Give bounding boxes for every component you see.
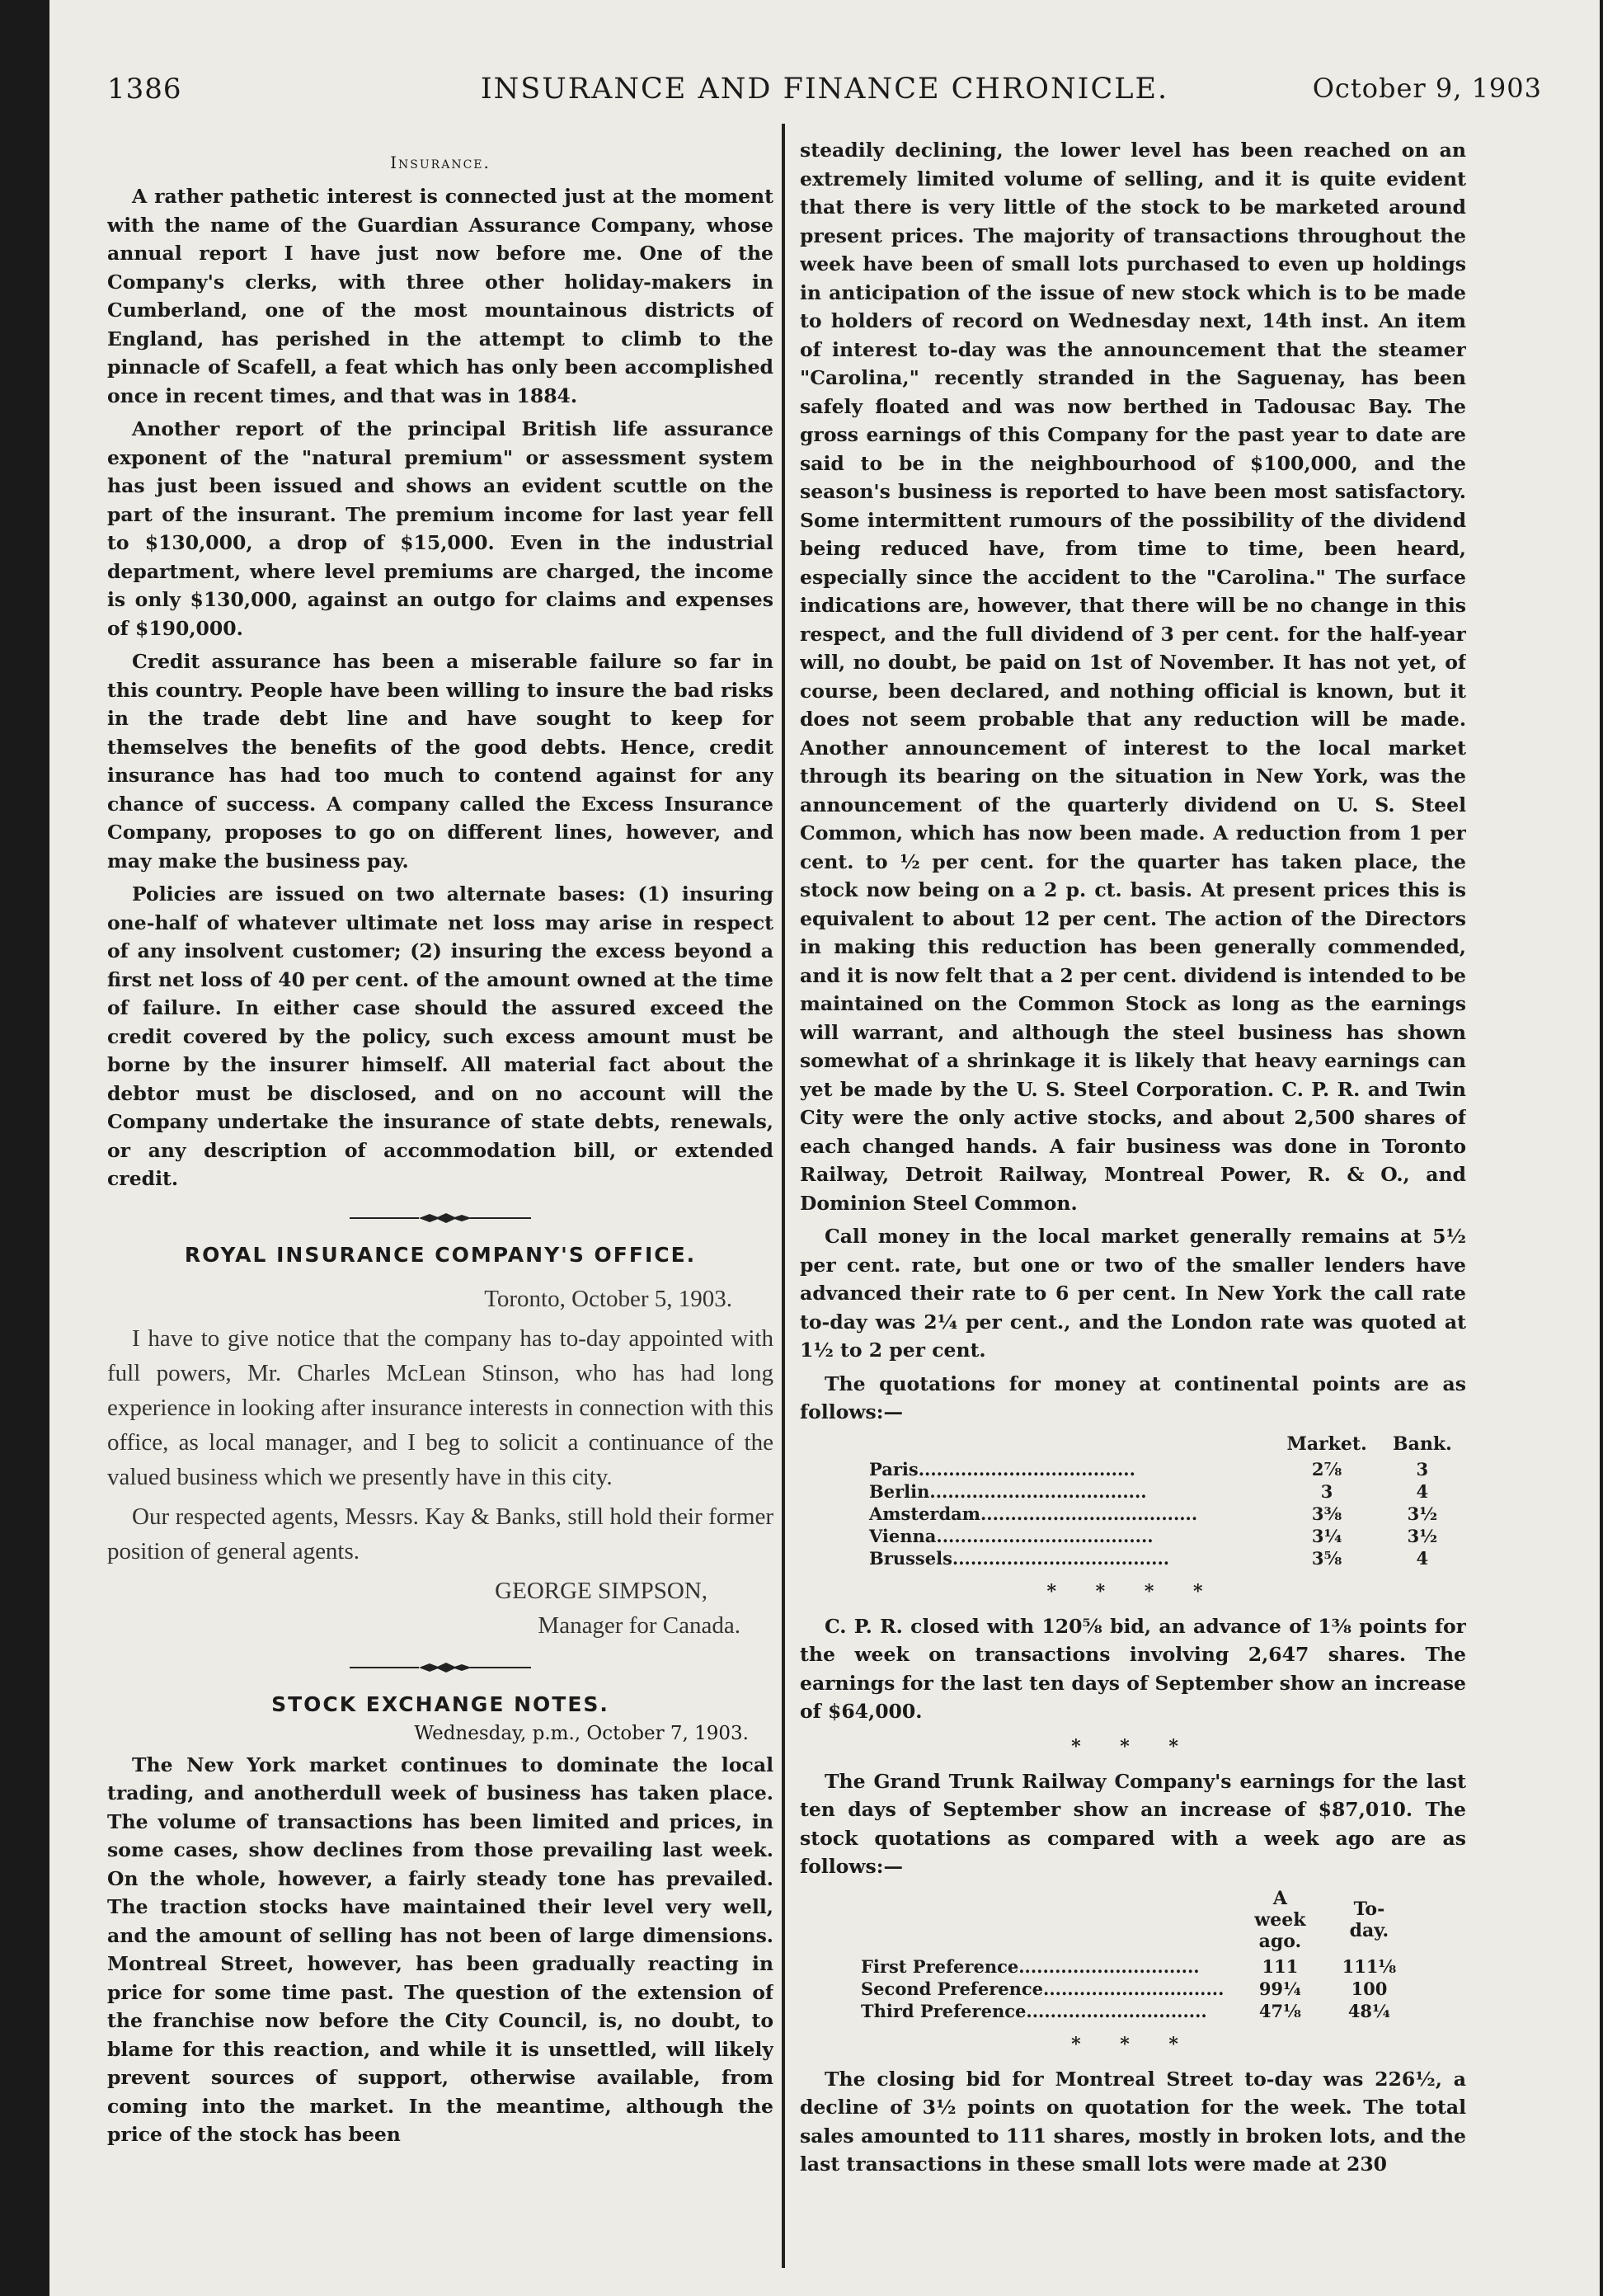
city-name: Vienna....................................	[869, 1525, 1154, 1546]
stock-heading: STOCK EXCHANGE NOTES.	[271, 1691, 609, 1716]
issue-date: October 9, 1903	[1312, 73, 1542, 104]
cpr-paragraph: C. P. R. closed with 120⅝ bid, an advance of 1⅜ points for the week on transactions involving 2,647 shares. The earnings for the last ten days of September show an increase of $64,000.	[800, 1614, 1466, 1723]
stock-name: Third Preference..............................	[861, 2000, 1207, 2021]
table-row	[858, 1547, 1466, 1569]
section-stars: * * *	[1071, 2033, 1195, 2055]
insurance-heading: Insurance.	[390, 153, 491, 172]
week-ago-value: 111	[1262, 1955, 1299, 1977]
call-money-paragraph: Call money in the local market generally remains at 5½ per cent. rate, but one or two of the smaller lenders have advanced their rate to 6 per cent. In New York the call rate to-day was 2¼ per cent., and the London rate was quoted at 1½ to 2 per cent.	[800, 1225, 1466, 1362]
gtr-paragraph: The Grand Trunk Railway Company's earnings for the last ten days of September show an increase of $87,010. The stock quotations as compared with a week ago are as follows:—	[800, 1769, 1466, 1878]
section-stars: * * * *	[1046, 1580, 1220, 1602]
table-row	[858, 1503, 1466, 1525]
insurance-paragraph: Credit assurance has been a miserable failure so far in this country. People have been willing to insure the bad risks in the trade debt line and have sought to keep for themselves the benefits of the good debts. Hence, credit insurance has had too much to contend against for any chance of success. A company called the Excess Insurance Company, proposes to go on different lines, however, and may make the business pay.	[107, 650, 773, 873]
city-name: Amsterdam....................................	[869, 1503, 1198, 1524]
page-header	[107, 73, 1542, 114]
insurance-paragraph: Policies are issued on two alternate bases: (1) insuring one-half of whatever ultimate net loss may arise in respect of any insolvent customer; (2) insuring the excess beyond a first net loss of 40 per cent. of the amount owned at the time of failure. In either case should the assured exceed the credit covered by the policy, such excess amount must be borne by the insurer himself. All material fact about the debtor must be disclosed, and on no account will the Company undertake the insurance of state debts, renewals, or any description of accommodation bill, or extended credit.	[107, 882, 773, 1190]
table-header-row	[849, 1888, 1413, 1955]
royal-signature-title: Manager for Canada.	[538, 1611, 740, 1639]
market-rate: 2⅞	[1311, 1458, 1342, 1480]
publication-title: INSURANCE AND FINANCE CHRONICLE.	[480, 73, 1169, 106]
money-rates-table	[858, 1433, 1466, 1569]
market-rate: 3¼	[1311, 1525, 1342, 1546]
market-rate: 3⅜	[1311, 1503, 1342, 1524]
market-rate: 3⅝	[1311, 1547, 1342, 1569]
today-value: 111⅛	[1342, 1955, 1397, 1977]
bank-rate: 3	[1416, 1458, 1429, 1480]
section-stars: * * *	[1071, 1735, 1195, 1757]
table-header-row	[858, 1433, 1466, 1458]
table-row	[858, 1525, 1466, 1547]
week-ago-value: 99¼	[1258, 1978, 1301, 1999]
today-value: 100	[1351, 1978, 1388, 1999]
city-name: Berlin....................................	[869, 1480, 1147, 1502]
closing-paragraph: The closing bid for Montreal Street to-day was 226½, a decline of 3½ points on quotation for the week. The total sales amounted to 111 shares, mostly in broken lots, and the last transactions in these small lots were made at 230	[800, 2067, 1466, 2176]
column-header: Market.	[1286, 1433, 1367, 1455]
bank-rate: 4	[1416, 1480, 1429, 1502]
royal-heading: ROYAL INSURANCE COMPANY'S OFFICE.	[184, 1242, 697, 1267]
bank-rate: 3½	[1407, 1525, 1438, 1546]
left-column	[107, 136, 773, 2272]
column-header: Bank.	[1392, 1433, 1452, 1455]
royal-notice	[107, 1282, 773, 1643]
city-name: Paris....................................	[869, 1458, 1135, 1480]
stock-paragraph: steadily declining, the lower level has been reached on an extremely limited volume of selling, and it is quite evident that there is very little of the stock to be marketed around present prices. The majority of transactions throughout the week have been of small lots purchased to even up holdings in anticipation of the issue of new stock which is to be made to holders of record on Wednesday next, 14th inst. An item of interest to-day was the announcement that the steamer "Carolina," recently stranded in the Saguenay, has been safely floated and was now berthed in Tadousac Bay. The gross earnings of this Company for the past year to date are said to be in the neighbourhood of $100,000, and the season's business is reported to have been most satisfactory. Some intermittent rumours of the possibility of the dividend being reduced have, from time to time, been heard, especially since the accident to the "Carolina." The surface indications are, however, that there will be no change in this respect, and the full dividend of 3 per cent. for the half-year will, no doubt, be paid on 1st of November. It has not yet, of course, been declared, and nothing official is known, but it does not seem probable that any reduction will be made. Another announcement of interest to the local market through its bearing on the situation in New York, was the announcement of the quarterly dividend on U. S. Steel Common, which has now been made. A reduction from 1 per cent. to ½ per cent. for the quarter has taken place, the stock now being on a 2 p. ct. basis. At present prices this is equivalent to about 12 per cent. The action of the Directors in making this reduction has been generally commended, and it is now felt that a 2 per cent. dividend is intended to be maintained on the Common Stock as long as the earnings will warrant, and although the steel business has shown somewhat of a shrinkage it is likely that heavy earnings can yet be made by the U. S. Steel Corporation. C. P. R. and Twin City were the only active stocks, and about 2,500 shares of each changed hands. A fair business was done in Toronto Railway, Detroit Railway, Montreal Power, R. & O., and Dominion Steel Common.	[800, 139, 1466, 1215]
royal-dateline: Toronto, October 5, 1903.	[484, 1285, 732, 1312]
column-header: To-day.	[1349, 1898, 1389, 1941]
bank-rate: 4	[1416, 1547, 1429, 1569]
royal-paragraph: Our respected agents, Messrs. Kay & Banks, still hold their former position of general agents.	[107, 1503, 773, 1564]
quotations-paragraph: The quotations for money at continental points are as follows:—	[800, 1371, 1466, 1423]
insurance-paragraph: A rather pathetic interest is connected just at the moment with the name of the Guardian Assurance Company, whose annual report I have just now before me. One of the Company's clerks, with three other holiday-makers in Cumberland, one of the most mountainous districts of England, has perished in the attempt to climb to the pinnacle of Scafell, a feat which has only been accomplished once in recent times, and that was in 1884.	[107, 185, 773, 407]
week-ago-value: 47⅛	[1258, 2000, 1301, 2021]
table-row	[849, 1978, 1413, 2000]
page-number: 1386	[107, 73, 182, 106]
gtr-quotations-table	[849, 1888, 1413, 2022]
today-value: 48¼	[1347, 2000, 1390, 2021]
right-column	[800, 136, 1466, 2272]
stock-dateline: Wednesday, p.m., October 7, 1903.	[414, 1722, 749, 1744]
ornament-divider	[107, 1661, 773, 1677]
royal-paragraph: I have to give notice that the company has to-day appointed with full powers, Mr. Charles McLean Stinson, who has had long experience in looking after insurance interests in connection with this office, as local manager, and I beg to solicit a continuance of the valued business which we presently have in this city.	[107, 1324, 773, 1490]
table-row	[849, 1955, 1413, 1978]
column-header: A week ago.	[1254, 1887, 1306, 1952]
table-row	[858, 1480, 1466, 1503]
table-row	[858, 1458, 1466, 1480]
bank-rate: 3½	[1407, 1503, 1438, 1524]
stock-name: Second Preference..............................	[861, 1978, 1225, 1999]
royal-signature: GEORGE SIMPSON,	[495, 1577, 707, 1604]
ornament-divider	[107, 1212, 773, 1228]
column-rule	[782, 124, 785, 2268]
stock-paragraph: The New York market continues to dominate the local trading, and anotherdull week of business has taken place. The volume of transactions has been limited and prices, in some cases, show declines from those prevailing last week. On the whole, however, a fairly steady tone has prevailed. The traction stocks have maintained their level very well, and the amount of selling has not been of large dimensions. Montreal Street, however, has been gradually reacting in price for some time past. The question of the extension of the franchise now before the City Council, is, no doubt, to blame for this reaction, and while it is unsettled, will likely prevent sources of support, otherwise available, from coming into the market. In the meantime, although the price of the stock has been	[107, 1753, 773, 2146]
newspaper-page	[49, 0, 1600, 2296]
stock-name: First Preference..............................	[861, 1955, 1200, 1977]
insurance-paragraph: Another report of the principal British life assurance exponent of the "natural premium" or assessment system has just been issued and shows an evident scuttle on the part of the insurant. The premium income for last year fell to $130,000, a drop of $15,000. Even in the industrial department, where level premiums are charged, the income is only $130,000, against an outgo for claims and expenses of $190,000.	[107, 417, 773, 640]
table-row	[849, 2000, 1413, 2022]
market-rate: 3	[1320, 1480, 1333, 1502]
city-name: Brussels....................................	[869, 1547, 1170, 1569]
